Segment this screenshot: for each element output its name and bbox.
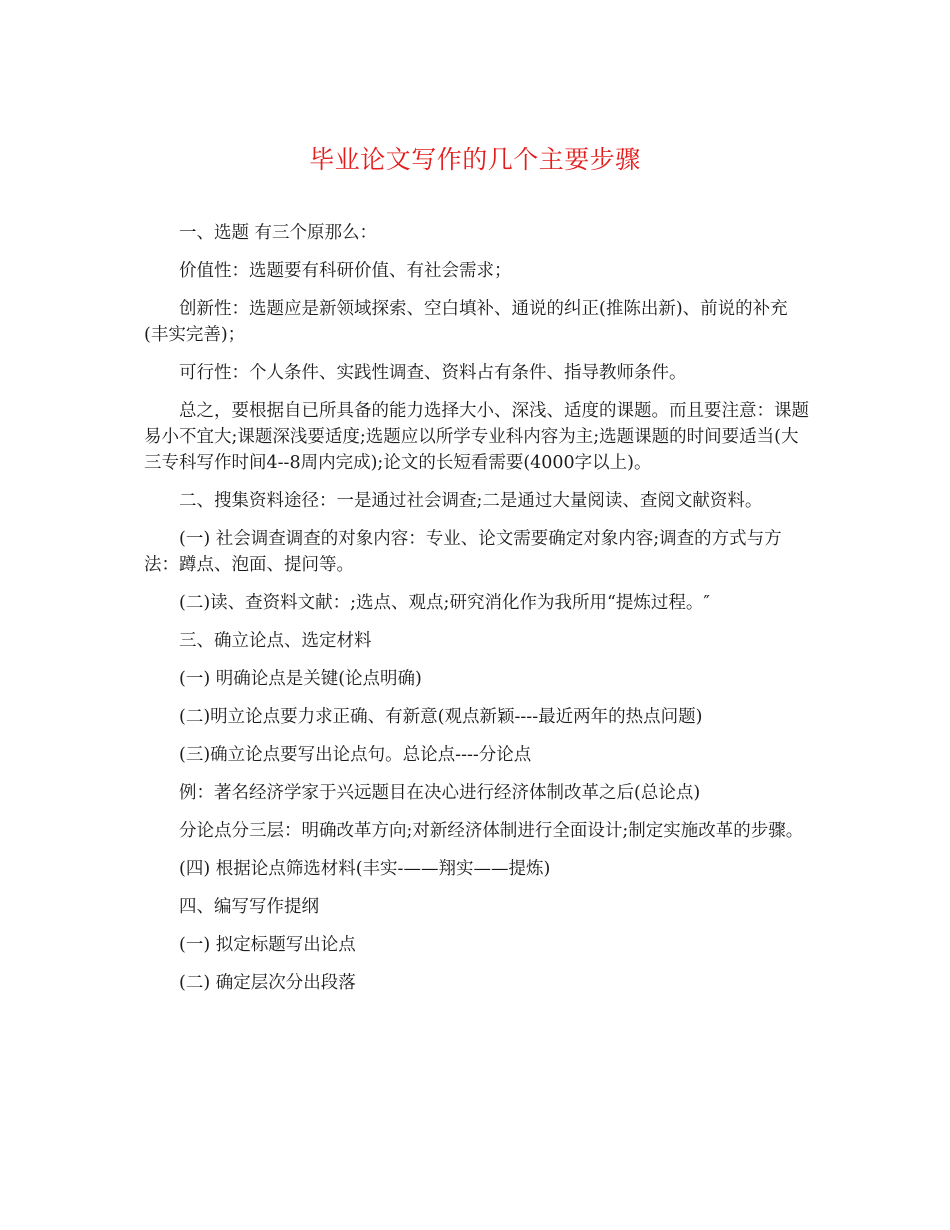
paragraph: 例：著名经济学家于兴远题目在决心进行经济体制改革之后(总论点)	[179, 783, 701, 803]
paragraph: 创新性：选题应是新领域探索、空白填补、通说的纠正(推陈出新)、前说的补充(丰实完善)；	[144, 299, 788, 345]
paragraph: 可行性：个人条件、实践性调查、资料占有条件、指导教师条件。	[179, 363, 687, 383]
paragraph: (二)明立论点要力求正确、有新意(观点新颖----最近两年的热点问题)	[179, 707, 703, 727]
paragraph: 三、确立论点、选定材料	[179, 631, 372, 651]
document-body	[144, 220, 810, 1008]
paragraph: 总之，要根据自已所具备的能力选择大小、深浅、适度的课题。而且要注意：课题易小不宜大;课题深浅要适度;选题应以所学专业科内容为主;选题课题的时间要适当(大三专科写作时间4--8周内完成);论文的长短看需要(4000字以上)。	[144, 401, 809, 473]
paragraph: (一) 明确论点是关键(论点明确)	[179, 669, 422, 689]
document-title: 毕业论文写作的几个主要步骤	[309, 145, 641, 174]
paragraph: (一) 社会调查调查的对象内容：专业、论文需要确定对象内容;调查的方式与方法：蹲点、泡面、提问等。	[144, 529, 782, 575]
paragraph: 二、搜集资料途径：一是通过社会调查;二是通过大量阅读、查阅文献资料。	[179, 491, 763, 511]
paragraph: (二) 确定层次分出段落	[179, 973, 356, 993]
paragraph: (二)读、查资料文献：;选点、观点;研究消化作为我所用“提炼过程。″	[179, 593, 710, 613]
paragraph: 四、编写写作提纲	[179, 897, 319, 917]
paragraph: (一) 拟定标题写出论点	[179, 935, 356, 955]
paragraph: 分论点分三层：明确改革方向;对新经济体制进行全面设计;制定实施改革的步骤。	[179, 821, 804, 841]
paragraph: 一、选题 有三个原那么：	[179, 223, 378, 243]
paragraph: (三)确立论点要写出论点句。总论点----分论点	[179, 745, 532, 765]
paragraph: (四) 根据论点筛选材料(丰实-——翔实——提炼)	[179, 859, 551, 879]
paragraph: 价值性：选题要有科研价值、有社会需求；	[179, 261, 512, 281]
